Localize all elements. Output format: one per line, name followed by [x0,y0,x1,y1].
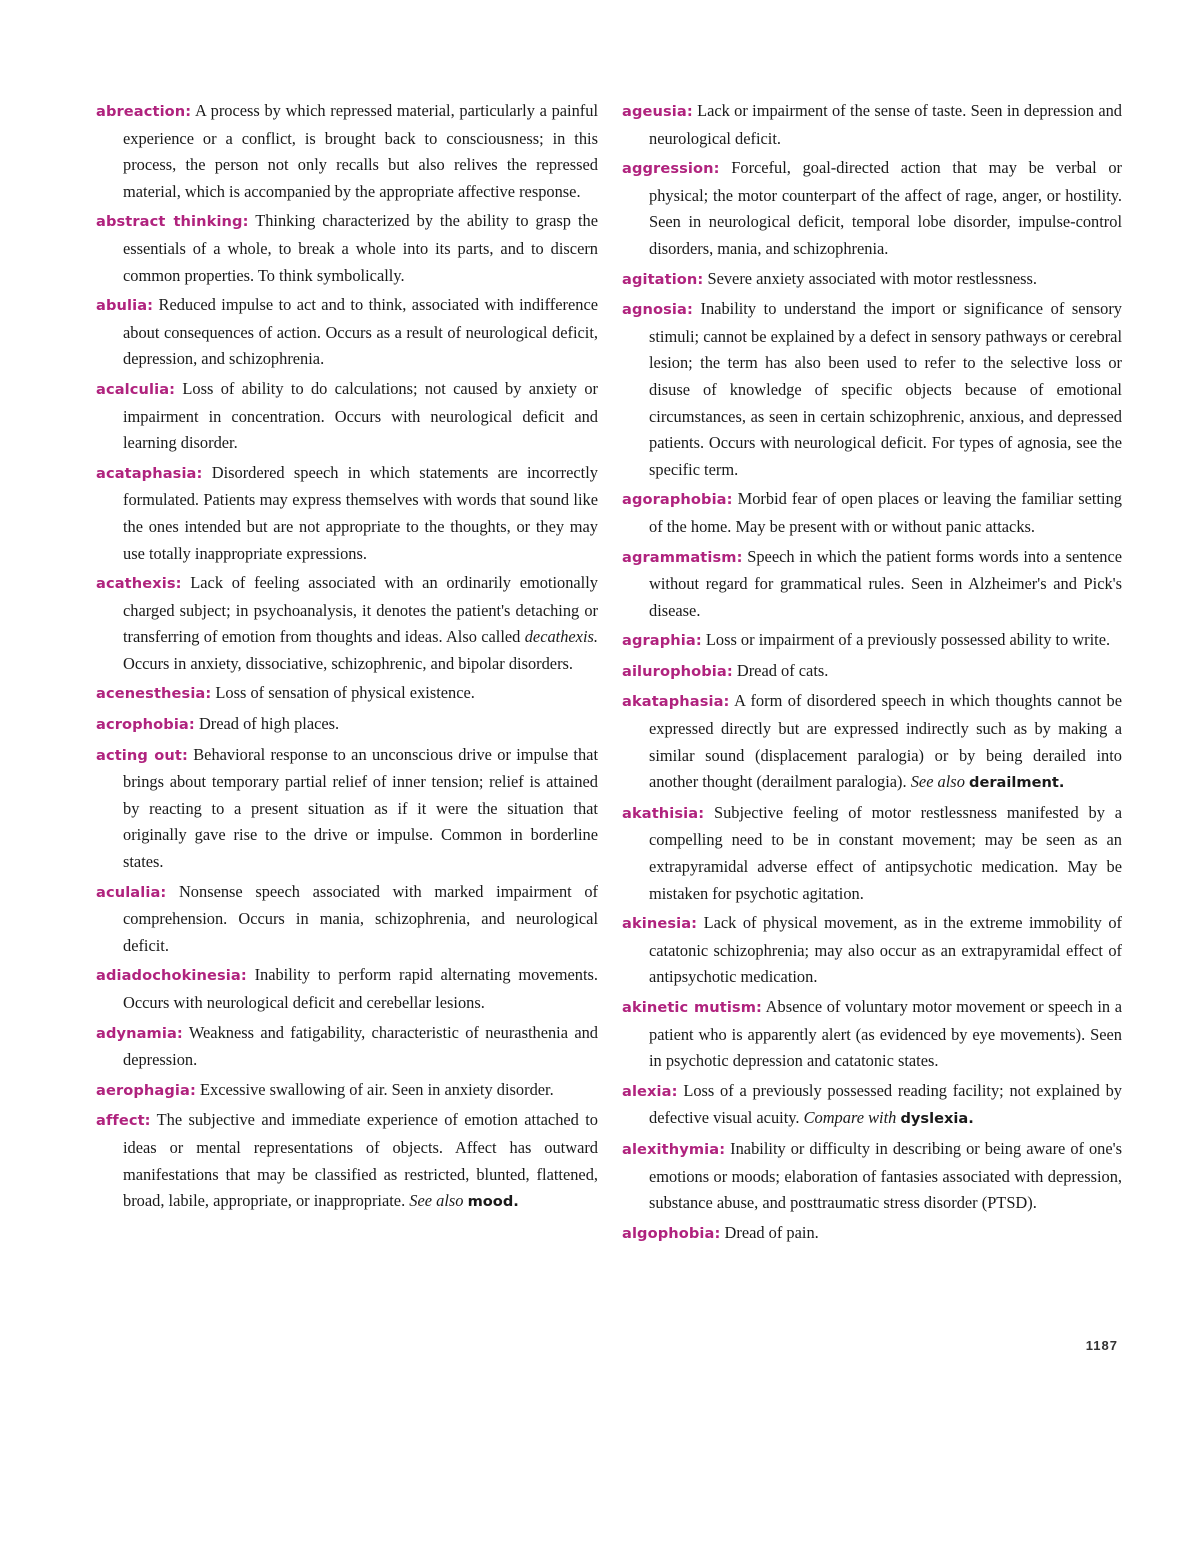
glossary-definition: Subjective feeling of motor restlessness manifested by a compelling need to be in constant movement; may be seen as an extrapyramidal adverse effect of antipsychotic medication. May be mistaken for psychotic agitation. [649,802,1122,903]
glossary-term: algophobia: [622,1224,721,1242]
glossary-definition: Loss of a previously possessed reading facility; not explained by defective visual acuity. [649,1080,1122,1128]
glossary-entry [96,376,598,457]
right-column [622,98,1122,1250]
glossary-entry [622,155,1122,262]
glossary-definition: Severe anxiety associated with motor restlessness. [707,268,1038,288]
glossary-entry [96,98,598,205]
glossary-entry [96,460,598,567]
glossary-term: agraphia: [622,632,702,650]
glossary-entry [622,688,1122,796]
glossary-entry [96,680,598,708]
glossary-term: alexithymia: [622,1140,726,1158]
glossary-term: akathisia: [622,804,705,822]
glossary-entry [96,879,598,960]
glossary-entry [622,1220,1122,1248]
cross-reference-label: See also [910,772,965,792]
glossary-term: alexia: [622,1082,678,1100]
glossary-definition: Lack or impairment of the sense of taste. Seen in depression and neurological deficit. [649,101,1122,148]
glossary-term: acataphasia: [96,464,203,482]
glossary-term: agitation: [622,270,704,288]
glossary-term: agoraphobia: [622,491,733,509]
glossary-entry [96,570,598,677]
glossary-term: abulia: [96,297,154,315]
glossary-term: acting out: [96,746,188,764]
glossary-definition: Inability to perform rapid alternating movements. Occurs with neurological deficit and cerebellar lesions. [123,965,598,1012]
glossary-definition: Morbid fear of open places or leaving the familiar setting of the home. May be present with or without panic attacks. [649,489,1122,536]
glossary-entry [96,1107,598,1215]
glossary-term: agnosia: [622,301,693,319]
glossary-entry [96,1077,598,1105]
glossary-definition-continued: Occurs in anxiety, dissociative, schizophrenic, and bipolar disorders. [123,653,574,673]
glossary-term: affect: [96,1112,151,1130]
glossary-entry [622,800,1122,907]
glossary-definition: Absence of voluntary motor movement or speech in a patient who is apparently alert (as evidenced by eye movements). Seen in psychotic depression and catatonic states. [649,997,1122,1071]
glossary-entry [622,994,1122,1075]
glossary-definition: Reduced impulse to act and to think, associated with indifference about consequences of action. Occurs as a result of neurological deficit, depression, and schizophrenia. [123,295,598,369]
glossary-definition: Excessive swallowing of air. Seen in anxiety disorder. [200,1079,554,1099]
glossary-term: akataphasia: [622,693,730,711]
glossary-definition: Nonsense speech associated with marked impairment of comprehension. Occurs in mania, schizophrenia, and neurological deficit. [123,881,598,955]
glossary-term: adynamia: [96,1024,183,1042]
glossary-term: ageusia: [622,103,693,120]
glossary-entry [96,742,598,876]
glossary-entry [96,208,598,289]
glossary-entry [96,962,598,1016]
cross-reference-label: See also [409,1191,464,1211]
glossary-entry [622,266,1122,294]
glossary-term: acalculia: [96,380,176,398]
glossary-definition: Loss or impairment of a previously possessed ability to write. [705,630,1111,650]
glossary-definition: Inability or difficulty in describing or being aware of one's emotions or moods; elaboration of fantasies associated with depression, substance abuse, and posttraumatic stress disorder (PTSD). [649,1138,1122,1213]
left-column [96,98,598,1219]
glossary-definition: Behavioral response to an unconscious drive or impulse that brings about temporary partial relief of inner tension; relief is attained by reacting to a present situation as if it were the situation that originally gave rise to the drive or impulse. Common in borderline states. [123,744,598,872]
glossary-definition: Forceful, goal-directed action that may be verbal or physical; the motor counterpart of the affect of rage, anger, or hostility. Seen in neurological deficit, temporal lobe disorder, impulse-control disorders, mania, and schizophrenia. [649,158,1122,258]
glossary-definition: Lack of feeling associated with an ordinarily emotionally charged subject; in psychoanalysis, it denotes the patient's detaching or transferring of emotion from thoughts and ideas. Also called [123,573,598,647]
italic-synonym: decathexis. [524,627,598,647]
glossary-term: aggression: [622,160,720,178]
glossary-term: acrophobia: [96,716,195,734]
glossary-definition: Dread of pain. [724,1222,819,1242]
page-number: 1187 [1085,1338,1118,1353]
cross-reference-label: Compare with [803,1108,897,1128]
glossary-definition: Inability to understand the import or significance of sensory stimuli; cannot be explained by a defect in sensory pathways or cerebral lesion; the term has also been used to refer to the selective loss or disuse of knowledge of specific objects because of emotional circumstances, as seen in certain schizophrenic, anxious, and depressed patients. Occurs with neurological deficit. For types of agnosia, see the specific term. [649,299,1122,479]
glossary-term: ailurophobia: [622,662,733,680]
glossary-definition: A process by which repressed material, particularly a painful experience or a conflict, is brought back to consciousness; in this process, the person not only recalls but also relives the repressed material, which is accompanied by the appropriate affective response. [123,101,598,201]
cross-reference-term: mood. [467,1193,519,1211]
glossary-definition: Dread of cats. [736,660,829,680]
glossary-term: abreaction: [96,103,192,120]
glossary-entry [96,1020,598,1074]
glossary-definition: Weakness and fatigability, characteristic of neurasthenia and depression. [123,1022,598,1070]
glossary-term: akinetic mutism: [622,999,762,1016]
glossary-definition: Disordered speech in which statements are incorrectly formulated. Patients may express themselves with words that sound like the ones intended but are not appropriate to the thoughts, or they may use totally inappropriate expressions. [123,462,598,563]
glossary-entry [622,1136,1122,1217]
glossary-term: akinesia: [622,915,698,933]
glossary-entry [622,98,1122,152]
glossary-entry [622,1078,1122,1133]
glossary-term: abstract thinking: [96,213,249,231]
glossary-term: aerophagia: [96,1081,196,1099]
glossary-definition: Loss of sensation of physical existence. [215,683,475,703]
glossary-term: acenesthesia: [96,685,212,703]
glossary-definition: Loss of ability to do calculations; not caused by anxiety or impairment in concentration. Occurs with neurological deficit and learning disorder. [123,378,598,453]
glossary-definition: A form of disordered speech in which thoughts cannot be expressed directly but are expressed indirectly such as by making a similar sound (displacement paralogia) or by being derailed into another thought (derailment paralogia). [649,691,1122,792]
glossary-term: agrammatism: [622,548,743,566]
glossary-entry [622,627,1122,655]
glossary-term: adiadochokinesia: [96,967,247,985]
glossary-definition: Speech in which the patient forms words into a sentence without regard for grammatical rules. Seen in Alzheimer's and Pick's disease. [649,546,1122,620]
glossary-definition: Dread of high places. [198,714,340,734]
cross-reference-term: derailment. [969,774,1065,792]
glossary-term: aculalia: [96,883,167,901]
glossary-term: acathexis: [96,575,182,593]
glossary-entry [96,711,598,739]
glossary-entry [622,658,1122,686]
cross-reference-term: dyslexia. [900,1110,974,1128]
glossary-entry [622,486,1122,540]
glossary-definition: Thinking characterized by the ability to grasp the essentials of a whole, to break a whole into its parts, and to discern common properties. To think symbolically. [123,211,598,285]
glossary-entry [622,544,1122,625]
glossary-definition: Lack of physical movement, as in the extreme immobility of catatonic schizophrenia; may also occur as an extrapyramidal effect of antipsychotic medication. [649,913,1122,987]
glossary-definition: The subjective and immediate experience of emotion attached to ideas or mental representations of objects. Affect has outward manifestations that may be classified as restricted, blunted, flattened, broad, labile, appropriate, or inappropriate. [123,1110,598,1211]
glossary-entry [622,910,1122,991]
glossary-entry [622,296,1122,483]
glossary-entry [96,292,598,373]
